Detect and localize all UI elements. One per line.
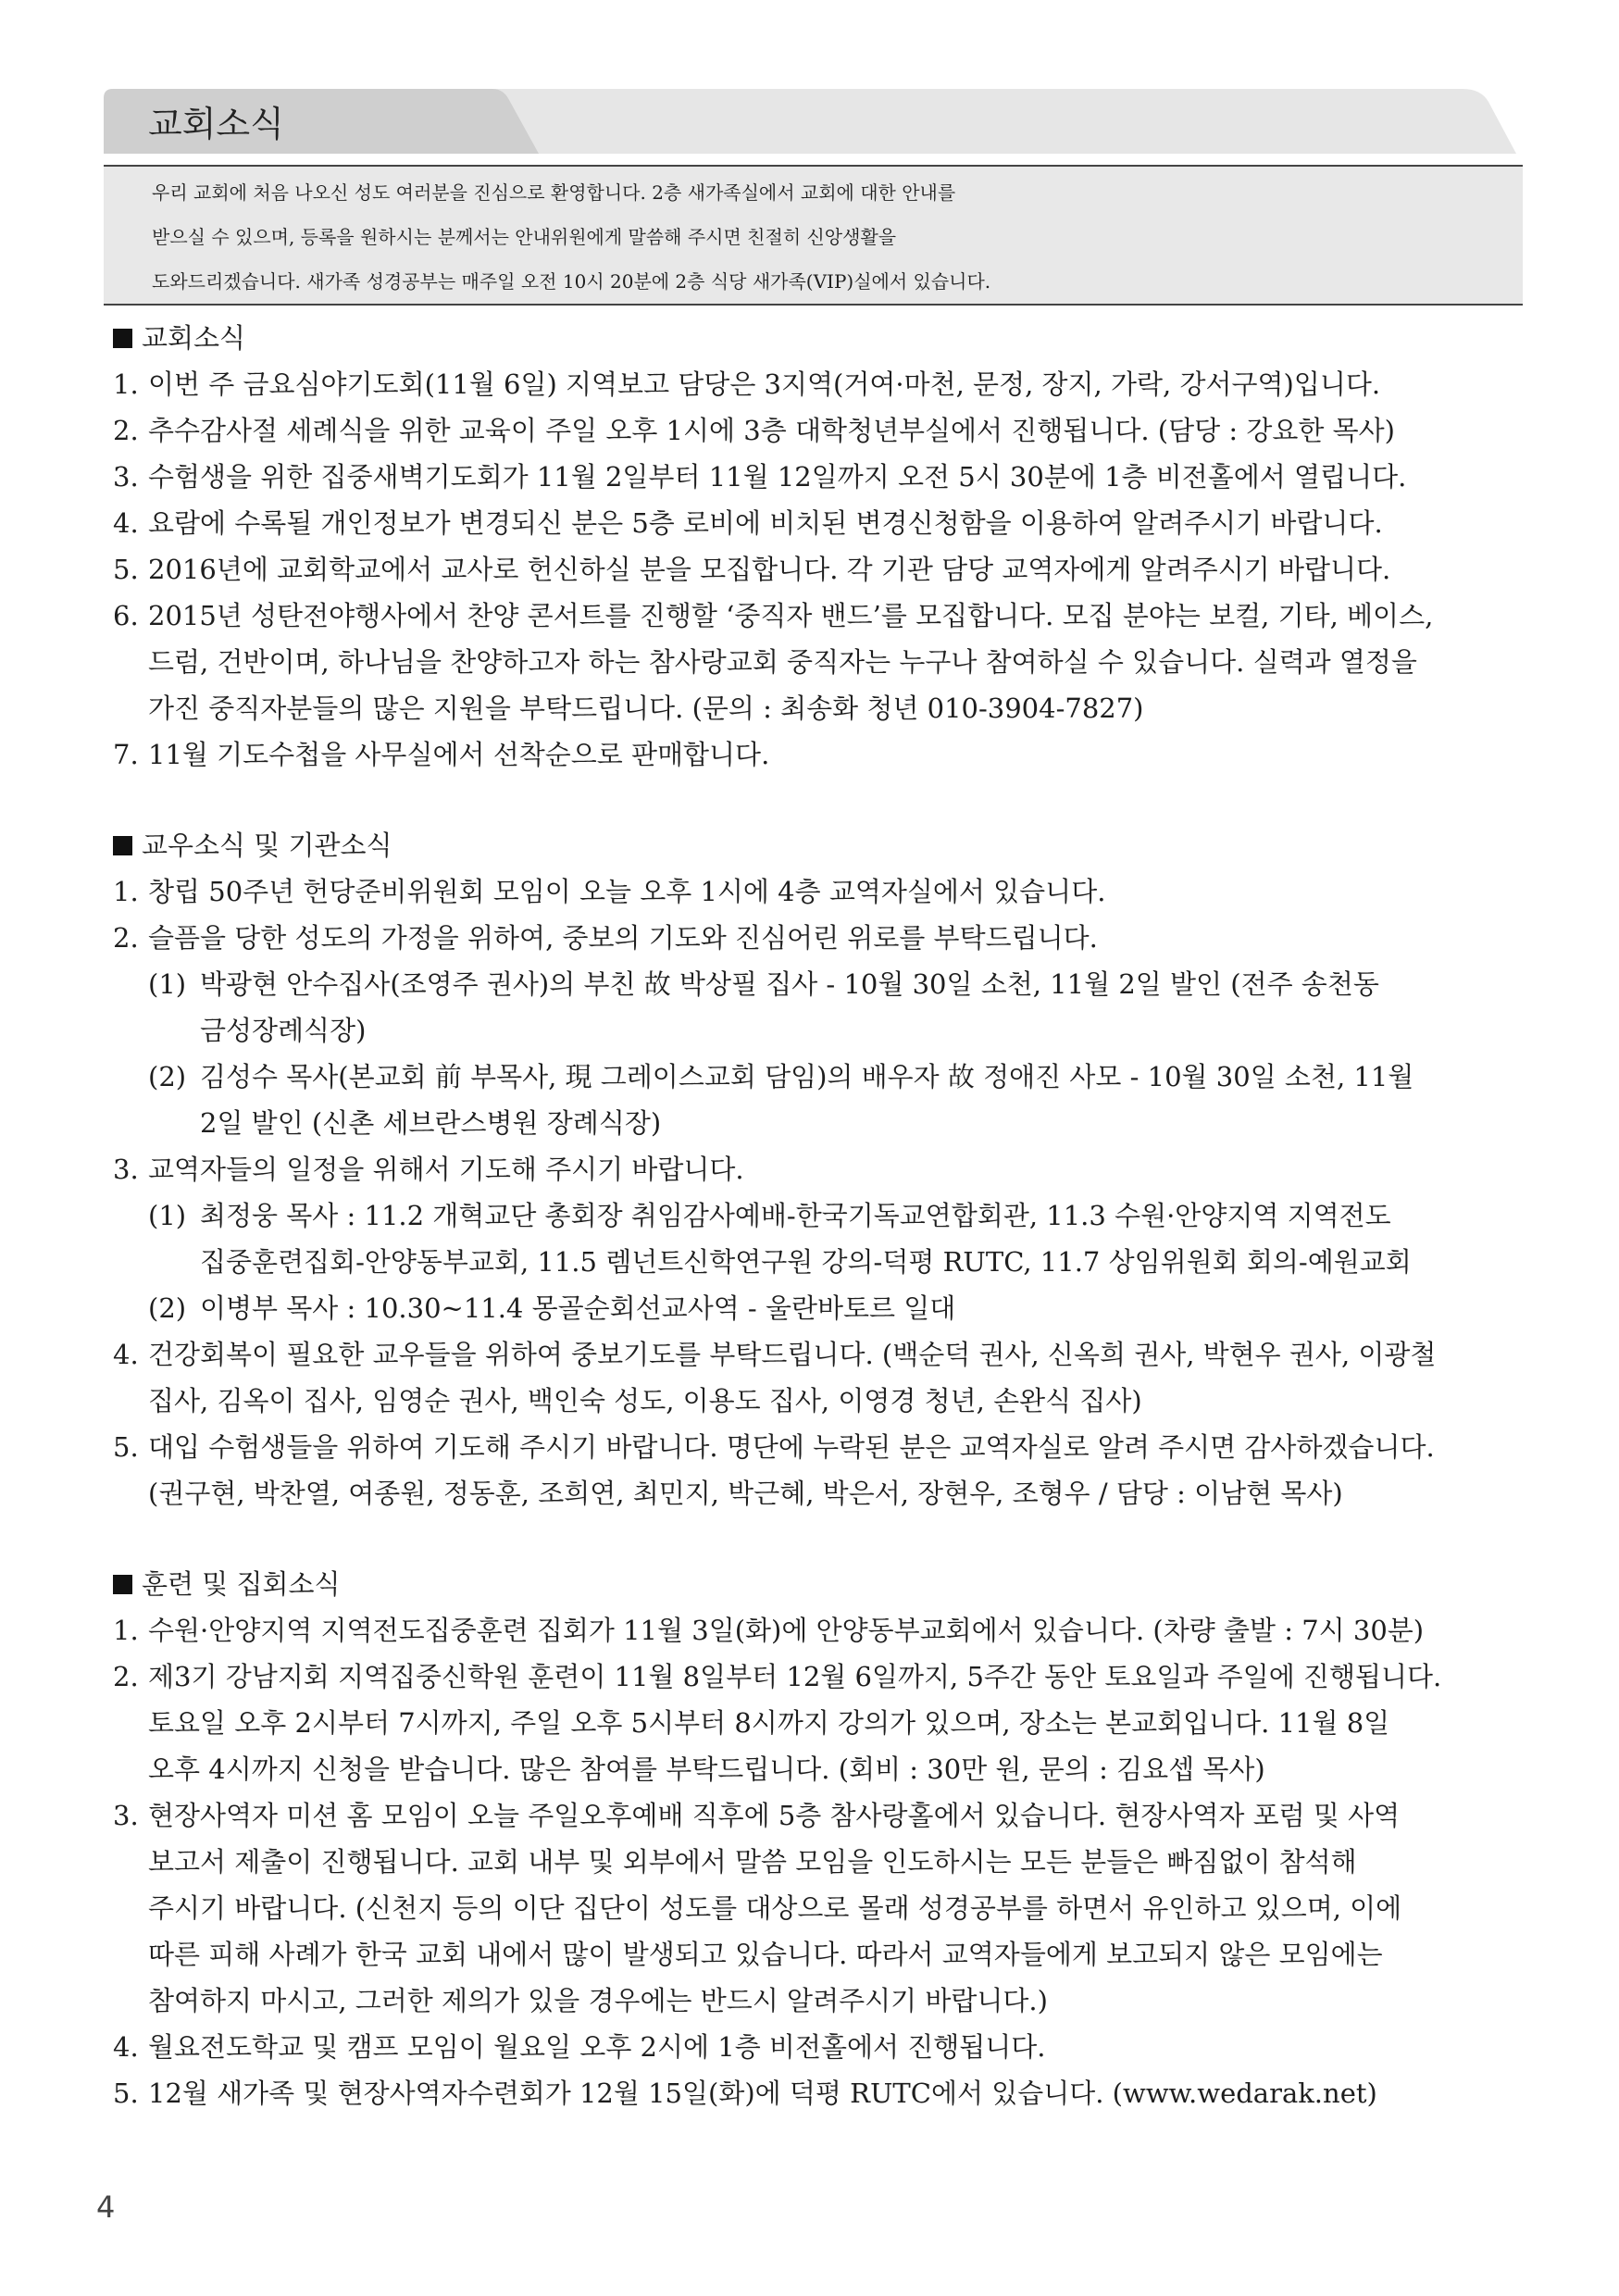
sub-item-continuation: 집중훈련집회-안양동부교회, 11.5 렘넌트신학연구원 강의-덕평 RUTC, 11.7 상임위원회 회의-예원교회	[200, 1246, 1412, 1278]
list-item: 6. 2015년 성탄전야행사에서 찬양 콘서트를 진행할 ‘중직자 밴드’를 모집합니다. 모집 분야는 보컬, 기타, 베이스,	[113, 600, 1434, 631]
list-item: 3. 현장사역자 미션 홈 모임이 오늘 주일오후예배 직후에 5층 참사랑홀에서 있습니다. 현장사역자 포럼 및 사역	[113, 1800, 1401, 1831]
list-item: 1. 창립 50주년 헌당준비위원회 모임이 오늘 오후 1시에 4층 교역자실에서 있습니다.	[113, 876, 1106, 907]
sub-item-continuation: 금성장례식장)	[200, 1015, 367, 1046]
list-item-continuation: (권구현, 박찬열, 여종원, 정동훈, 조희연, 최민지, 박근혜, 박은서, 장현우, 조형우 / 담당 : 이남현 목사)	[148, 1478, 1343, 1509]
main-content	[113, 315, 1525, 2116]
section-heading: 교우소식 및 기관소식	[113, 822, 1525, 868]
list-item: 5. 대입 수험생들을 위하여 기도해 주시기 바랍니다. 명단에 누락된 분은 교역자실로 알려 주시면 감사하겠습니다.	[113, 1431, 1435, 1463]
list-item-continuation: 참여하지 마시고, 그러한 제의가 있을 경우에는 반드시 알려주시기 바랍니다.)	[148, 1985, 1048, 2016]
welcome-line: 도와드리겠습니다. 새가족 성경공부는 매주일 오전 10시 20분에 2층 식당 새가족(VIP)실에서 있습니다.	[152, 270, 991, 293]
list-item: 5. 2016년에 교회학교에서 교사로 헌신하실 분을 모집합니다. 각 기관 담당 교역자에게 알려주시기 바랍니다.	[113, 554, 1391, 585]
list-item-continuation: 집사, 김옥이 집사, 임영순 권사, 백인숙 성도, 이용도 집사, 이영경 청년, 손완식 집사)	[148, 1385, 1142, 1416]
sub-item: (1) 박광현 안수집사(조영주 권사)의 부친 故 박상필 집사 - 10월 30일 소천, 11월 2일 발인 (전주 송천동	[148, 968, 1379, 1000]
welcome-notice	[104, 165, 1523, 306]
list-item-continuation: 따른 피해 사례가 한국 교회 내에서 많이 발생되고 있습니다. 따라서 교역자들에게 보고되지 않은 모임에는	[148, 1939, 1383, 1970]
sub-item: (2) 이병부 목사 : 10.30~11.4 몽골순회선교사역 - 울란바토르 일대	[148, 1292, 956, 1324]
list-item: 7. 11월 기도수첩을 사무실에서 선착순으로 판매합니다.	[113, 739, 770, 770]
page-number: 4	[96, 2190, 116, 2225]
training-news-section	[113, 1561, 1525, 2116]
list-item: 2. 추수감사절 세례식을 위한 교육이 주일 오후 1시에 3층 대학청년부실에서 진행됩니다. (담당 : 강요한 목사)	[113, 415, 1395, 446]
list-item: 5. 12월 새가족 및 현장사역자수련회가 12월 15일(화)에 덕평 RUTC에서 있습니다. (www.wedarak.net)	[113, 2078, 1377, 2109]
list-item: 2. 제3기 강남지회 지역집중신학원 훈련이 11월 8일부터 12월 6일까지, 5주간 동안 토요일과 주일에 진행됩니다.	[113, 1661, 1442, 1692]
list-item-continuation: 보고서 제출이 진행됩니다. 교회 내부 및 외부에서 말씀 모임을 인도하시는 모든 분들은 빠짐없이 참석해	[148, 1846, 1357, 1878]
list-item-continuation: 주시기 바랍니다. (신천지 등의 이단 집단이 성도를 대상으로 몰래 성경공부를 하면서 유인하고 있으며, 이에	[148, 1892, 1402, 1924]
welcome-line: 우리 교회에 처음 나오신 성도 여러분을 진심으로 환영합니다. 2층 새가족실에서 교회에 대한 안내를	[152, 181, 956, 204]
list-item: 3. 수험생을 위한 집중새벽기도회가 11월 2일부터 11월 12일까지 오전 5시 30분에 1층 비전홀에서 열립니다.	[113, 461, 1407, 493]
list-item-continuation: 드럼, 건반이며, 하나님을 찬양하고자 하는 참사랑교회 중직자는 누구나 참여하실 수 있습니다. 실력과 열정을	[148, 646, 1417, 678]
square-bullet-icon	[113, 836, 132, 855]
section-header-bar	[104, 89, 1518, 156]
sub-item-continuation: 2일 발인 (신촌 세브란스병원 장례식장)	[200, 1107, 662, 1139]
square-bullet-icon	[113, 329, 132, 348]
member-news-section	[113, 822, 1525, 1516]
section-heading: 교회소식	[113, 315, 1525, 361]
list-item: 4. 요람에 수록될 개인정보가 변경되신 분은 5층 로비에 비치된 변경신청함을 이용하여 알려주시기 바랍니다.	[113, 507, 1383, 539]
welcome-line: 받으실 수 있으며, 등록을 원하시는 분께서는 안내위원에게 말씀해 주시면 친절히 신앙생활을	[152, 226, 897, 248]
sub-item: (2) 김성수 목사(본교회 前 부목사, 現 그레이스교회 담임)의 배우자 故 정애진 사모 - 10월 30일 소천, 11월	[148, 1061, 1414, 1092]
square-bullet-icon	[113, 1575, 132, 1594]
list-item: 4. 월요전도학교 및 캠프 모임이 월요일 오후 2시에 1층 비전홀에서 진행됩니다.	[113, 2031, 1046, 2063]
header-tab-shape	[104, 89, 1518, 156]
list-item: 1. 이번 주 금요심야기도회(11월 6일) 지역보고 담당은 3지역(거여·마천, 문정, 장지, 가락, 강서구역)입니다.	[113, 368, 1381, 400]
list-item-continuation: 토요일 오후 2시부터 7시까지, 주일 오후 5시부터 8시까지 강의가 있으며, 장소는 본교회입니다. 11월 8일	[148, 1707, 1390, 1739]
list-item: 3. 교역자들의 일정을 위해서 기도해 주시기 바랍니다.	[113, 1154, 744, 1185]
list-item-continuation: 가진 중직자분들의 많은 지원을 부탁드립니다. (문의 : 최송화 청년 010-3904-7827)	[148, 693, 1144, 724]
list-item-continuation: 오후 4시까지 신청을 받습니다. 많은 참여를 부탁드립니다. (회비 : 30만 원, 문의 : 김요셉 목사)	[148, 1753, 1265, 1785]
list-item: 1. 수원·안양지역 지역전도집중훈련 집회가 11월 3일(화)에 안양동부교회에서 있습니다. (차량 출발 : 7시 30분)	[113, 1615, 1425, 1646]
church-news-section	[113, 315, 1525, 778]
section-heading: 훈련 및 집회소식	[113, 1561, 1525, 1607]
page-title: 교회소식	[148, 104, 284, 144]
sub-item: (1) 최정웅 목사 : 11.2 개혁교단 총회장 취임감사예배-한국기독교연합회관, 11.3 수원·안양지역 지역전도	[148, 1200, 1391, 1231]
list-item: 2. 슬픔을 당한 성도의 가정을 위하여, 중보의 기도와 진심어린 위로를 부탁드립니다.	[113, 922, 1098, 954]
list-item: 4. 건강회복이 필요한 교우들을 위하여 중보기도를 부탁드립니다. (백순덕 권사, 신옥희 권사, 박현우 권사, 이광철	[113, 1339, 1437, 1370]
